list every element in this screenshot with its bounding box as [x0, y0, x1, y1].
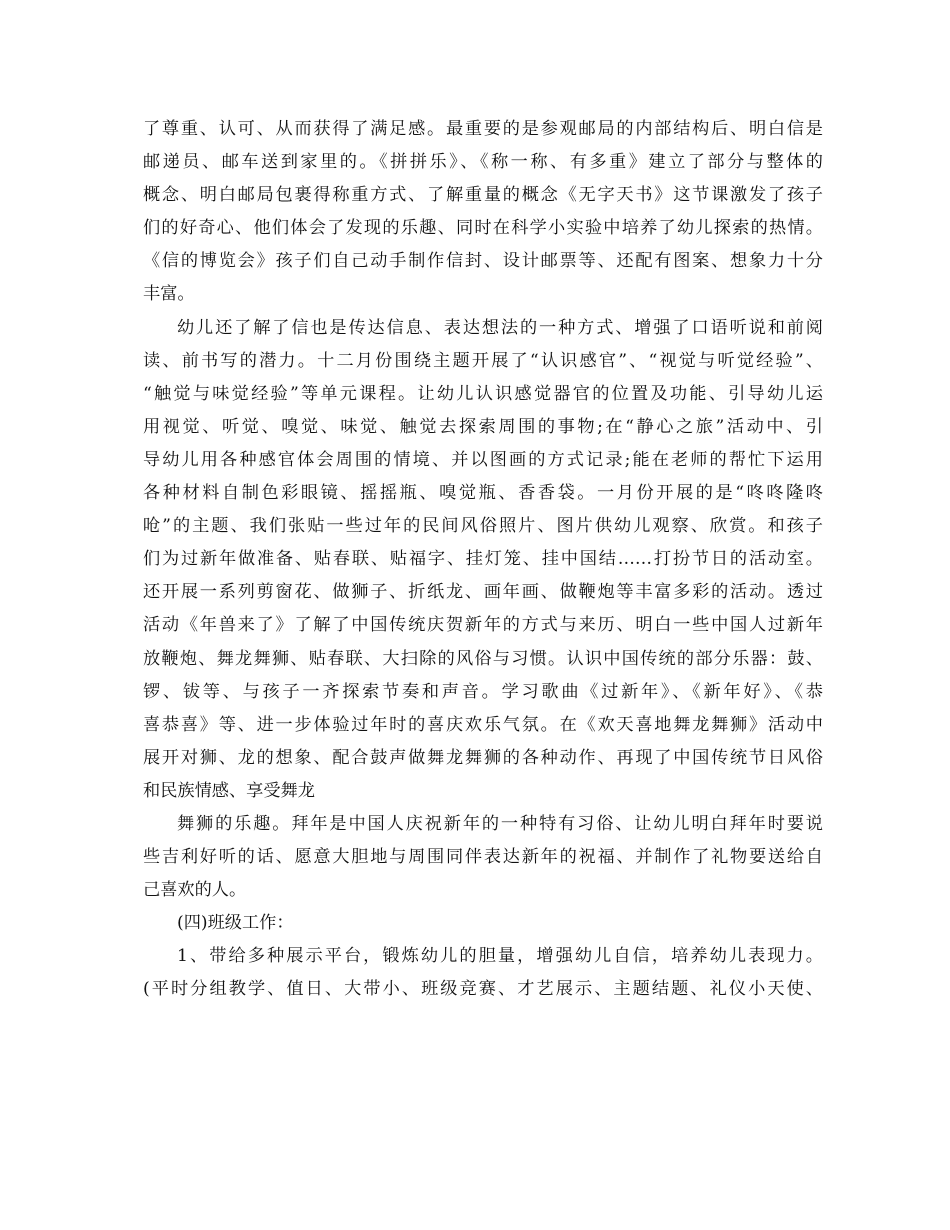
text-line: 还开展一系列剪窗花、做狮子、折纸龙、画年画、做鞭炮等丰富多彩的活动。透过: [143, 582, 823, 603]
text-line: 锣、钹等、与孩子一齐探索节奏和声音。学习歌曲《过新年》、《新年好》、《恭: [143, 681, 823, 702]
section-heading: (四)班级工作：: [177, 913, 294, 934]
text-line: 展开对狮、龙的想象、配合鼓声做舞龙舞狮的各种动作、再现了中国传统节日风俗: [143, 747, 823, 768]
text-line: 了尊重、认可、从而获得了满足感。最重要的是参观邮局的内部结构后、明白信是: [143, 119, 823, 139]
text-line: 己喜欢的人。: [143, 880, 247, 901]
text-line: 幼儿还了解了信也是传达信息、表达想法的一种方式、增强了口语听说和前阅: [177, 317, 823, 338]
text-line: 1、带给多种展示平台，锻炼幼儿的胆量，增强幼儿自信，培养幼儿表现力。: [177, 946, 823, 967]
text-line: 读、前书写的潜力。十二月份围绕主题开展了“认识感官”、“视觉与听觉经验”、: [143, 350, 823, 371]
text-line: 呛”的主题、我们张贴一些过年的民间风俗照片、图片供幼儿观察、欣赏。和孩子: [143, 516, 823, 537]
text-line: 用视觉、听觉、嗅觉、味觉、触觉去探索周围的事物;在“静心之旅”活动中、引: [143, 416, 823, 437]
text-line: 概念、明白邮局包裹得称重方式、了解重量的概念《无字天书》这节课激发了孩子: [143, 185, 823, 206]
text-line: 各种材料自制色彩眼镜、摇摇瓶、嗅觉瓶、香香袋。一月份开展的是“咚咚隆咚: [143, 483, 823, 504]
text-line: 们为过新年做准备、贴春联、贴福字、挂灯笼、挂中国结……打扮节日的活动室。: [143, 549, 823, 570]
text-line: 放鞭炮、舞龙舞狮、贴春联、大扫除的风俗与习惯。认识中国传统的部分乐器：鼓、: [143, 648, 823, 669]
text-line: 们的好奇心、他们体会了发现的乐趣、同时在科学小实验中培养了幼儿探索的热情。: [143, 218, 823, 239]
text-line: 和民族情感、享受舞龙: [143, 780, 315, 801]
text-line: 喜恭喜》等、进一步体验过年时的喜庆欢乐气氛。在《欢天喜地舞龙舞狮》活动中: [143, 714, 823, 735]
text-line: 邮递员、邮车送到家里的。《拼拼乐》、《称一称、有多重》建立了部分与整体的: [143, 152, 823, 173]
text-line: 导幼儿用各种感官体会周围的情境、并以图画的方式记录;能在老师的帮忙下运用: [143, 449, 823, 470]
text-line: 舞狮的乐趣。拜年是中国人庆祝新年的一种特有习俗、让幼儿明白拜年时要说: [177, 813, 823, 834]
text-line: 《信的博览会》孩子们自己动手制作信封、设计邮票等、还配有图案、想象力十分: [143, 251, 823, 272]
body-text: [143, 113, 823, 1007]
text-line: (平时分组教学、值日、大带小、班级竞赛、才艺展示、主题结题、礼仪小天使、: [143, 979, 823, 1000]
text-line: 丰富。: [143, 284, 195, 305]
text-line: 些吉利好听的话、愿意大胆地与周围同伴表达新年的祝福、并制作了礼物要送给自: [143, 847, 823, 868]
text-line: “触觉与味觉经验”等单元课程。让幼儿认识感觉器官的位置及功能、引导幼儿运: [143, 383, 823, 404]
text-line: 活动《年兽来了》了解了中国传统庆贺新年的方式与来历、明白一些中国人过新年: [143, 615, 823, 636]
